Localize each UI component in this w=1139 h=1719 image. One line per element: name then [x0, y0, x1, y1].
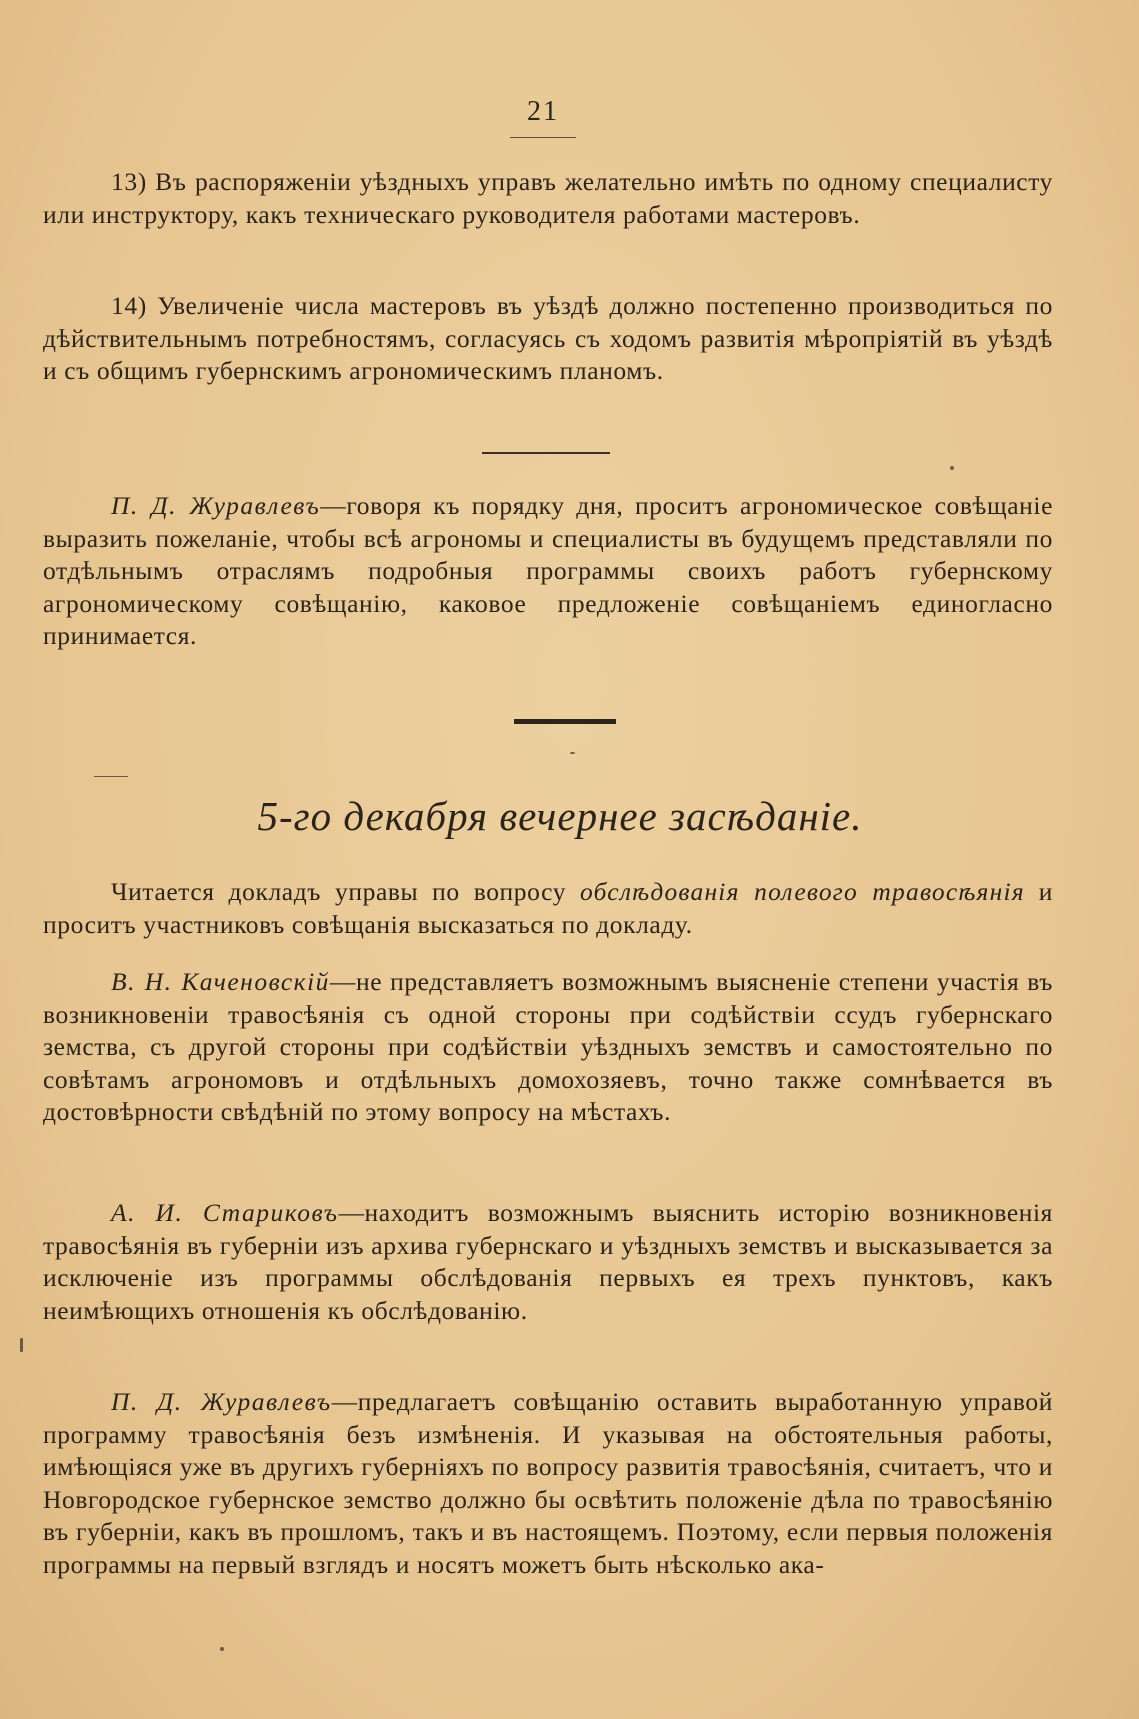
speech-speaker: А. И. Стариковъ [111, 1198, 339, 1227]
speech-speaker: П. Д. Журавлевъ [111, 1387, 332, 1416]
speech-paragraph-starikov [43, 1197, 1053, 1327]
session-heading: 5-го декабря вечернее засѣданіе. [257, 793, 863, 839]
paper-speck [570, 752, 575, 754]
speech-text: —находитъ возможнымъ выяснить исторію возникновенія травосѣянія въ губерніи изъ архива губернскаго и уѣздныхъ земствъ и высказывается за исключеніе изъ программы обслѣдованія первыхъ ея трехъ пунктовъ, какъ неимѣющихъ отношенія къ обслѣдованію. [43, 1198, 1053, 1325]
session-intro-before: Читается докладъ управы по вопросу [111, 877, 580, 906]
speech-text: —не представляетъ возможнымъ выясненіе степени участія въ возникновеніи травосѣянія съ одной стороны при содѣйствіи ссудъ губернскаго земства, съ другой стороны при содѣйствіи уѣздныхъ земствъ и самостоятельно по совѣтамъ агрономовъ и отдѣльныхъ домохозяевъ, точно также сомнѣвается въ достовѣрности свѣдѣній по этому вопросу на мѣстахъ. [43, 967, 1053, 1126]
section-divider-short [482, 452, 610, 454]
session-intro-after: и проситъ участниковъ совѣщанія высказаться по докладу. [43, 877, 1053, 939]
paper-speck [94, 776, 128, 777]
paper-speck [20, 1338, 23, 1352]
item-14-paragraph: 14) Увеличеніе числа мастеровъ въ уѣздѣ должно постепенно производиться по дѣйствительнымъ потребностямъ, согласуясь съ ходомъ развитія мѣропріятій въ уѣздѣ и съ общимъ губернскимъ агрономическимъ планомъ. [43, 291, 1053, 385]
speech-paragraph-zhuravlev [43, 1386, 1053, 1581]
speech-text: —предлагаетъ совѣщанію оставить выработанную управой программу травосѣянія безъ измѣненія. И указывая на обстоятельныя работы, имѣющіяся уже въ другихъ губерніяхъ по вопросу развитія травосѣянія, считаетъ, что и Новгородское губернское земство должно бы освѣтить положеніе дѣла по травосѣянію въ губерніи, какъ въ прошломъ, такъ и въ настоящемъ. Поэтому, если первыя положенія программы на первый взглядъ и носятъ можетъ быть нѣсколько ака- [43, 1387, 1053, 1579]
remark-speaker: П. Д. Журавлевъ [111, 491, 321, 520]
section-divider-thick [514, 719, 616, 724]
remark-text: —говоря къ порядку дня, проситъ агрономическое совѣщаніе выразить пожеланіе, чтобы всѣ агрономы и специалисты въ будущемъ представляли по отдѣльнымъ отраслямъ подробныя программы своихъ работъ губернскому агрономическому совѣщанію, каковое предложеніе совѣщаніемъ единогласно принимается. [43, 491, 1053, 650]
page-number: 21 [527, 96, 559, 127]
session-intro-paragraph [43, 876, 1053, 941]
speech-speaker: В. Н. Каченовскій [111, 967, 330, 996]
paper-speck [220, 1647, 224, 1651]
paper-speck [950, 466, 954, 470]
speech-paragraph-kachenovsky [43, 966, 1053, 1129]
page-number-underline [510, 137, 576, 138]
session-intro-topic: обслѣдованія полевого травосѣянія [580, 877, 1025, 906]
item-13-paragraph: 13) Въ распоряженіи уѣздныхъ управъ желательно имѣть по одному специалисту или инструктору, какъ техническаго руководителя работами мастеровъ. [43, 167, 1053, 229]
remark-paragraph [43, 490, 1053, 653]
